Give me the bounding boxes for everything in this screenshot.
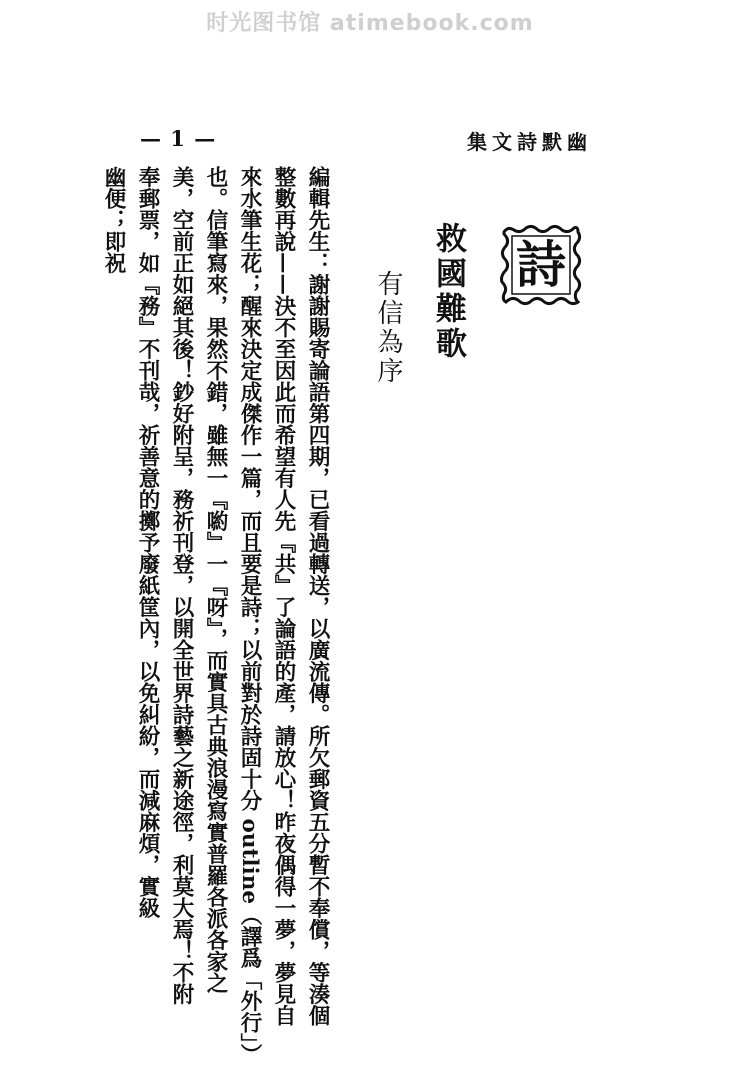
letter-column: 奉郵票，如『務』不刊哉，祈善意的擲予廢紙筐內，以免糾紛，而減麻煩，實級 xyxy=(135,166,160,919)
letter-column: 美，空前正如絕其後！鈔好附呈，務祈刊登，以開全世界詩藝之新途徑，利莫大焉！不附 xyxy=(169,166,194,1005)
letter-column: 也。信筆寫來，果然不錯，雖無一『喲』一『呀』，而實具古典浪漫寫實普羅各派各家之 xyxy=(203,166,228,994)
site-watermark: 时光图书馆 atimebook.com xyxy=(206,11,534,36)
header-rule xyxy=(118,154,600,155)
letter-column: 來水筆生花；醒來決定成傑作一篇，而且要是詩；以前對於詩固十分 outline（譯爲「外行」） xyxy=(237,166,262,1065)
poem-title: 救國難歌 xyxy=(430,222,466,362)
book-title: 幽默詩文集 xyxy=(467,130,592,154)
page-number: — 1 — xyxy=(140,126,217,151)
running-head xyxy=(467,126,592,155)
letter-column: 編輯先生：謝謝賜寄論語第四期，已看過轉送，以廣流傳。所欠郵資五分暫不奉償，等湊個 xyxy=(305,166,330,1026)
section-label: 詩 xyxy=(516,235,566,294)
letter-body xyxy=(96,166,334,1065)
poem-author: 有信為序 xyxy=(373,270,403,386)
letter-column: 整數再說——決不至因此而希望有人先『共』了論語的產，請放心！昨夜偶得一夢，夢見自 xyxy=(271,166,296,1026)
section-badge xyxy=(498,222,584,308)
letter-column: 幽便；即祝 xyxy=(101,166,126,274)
